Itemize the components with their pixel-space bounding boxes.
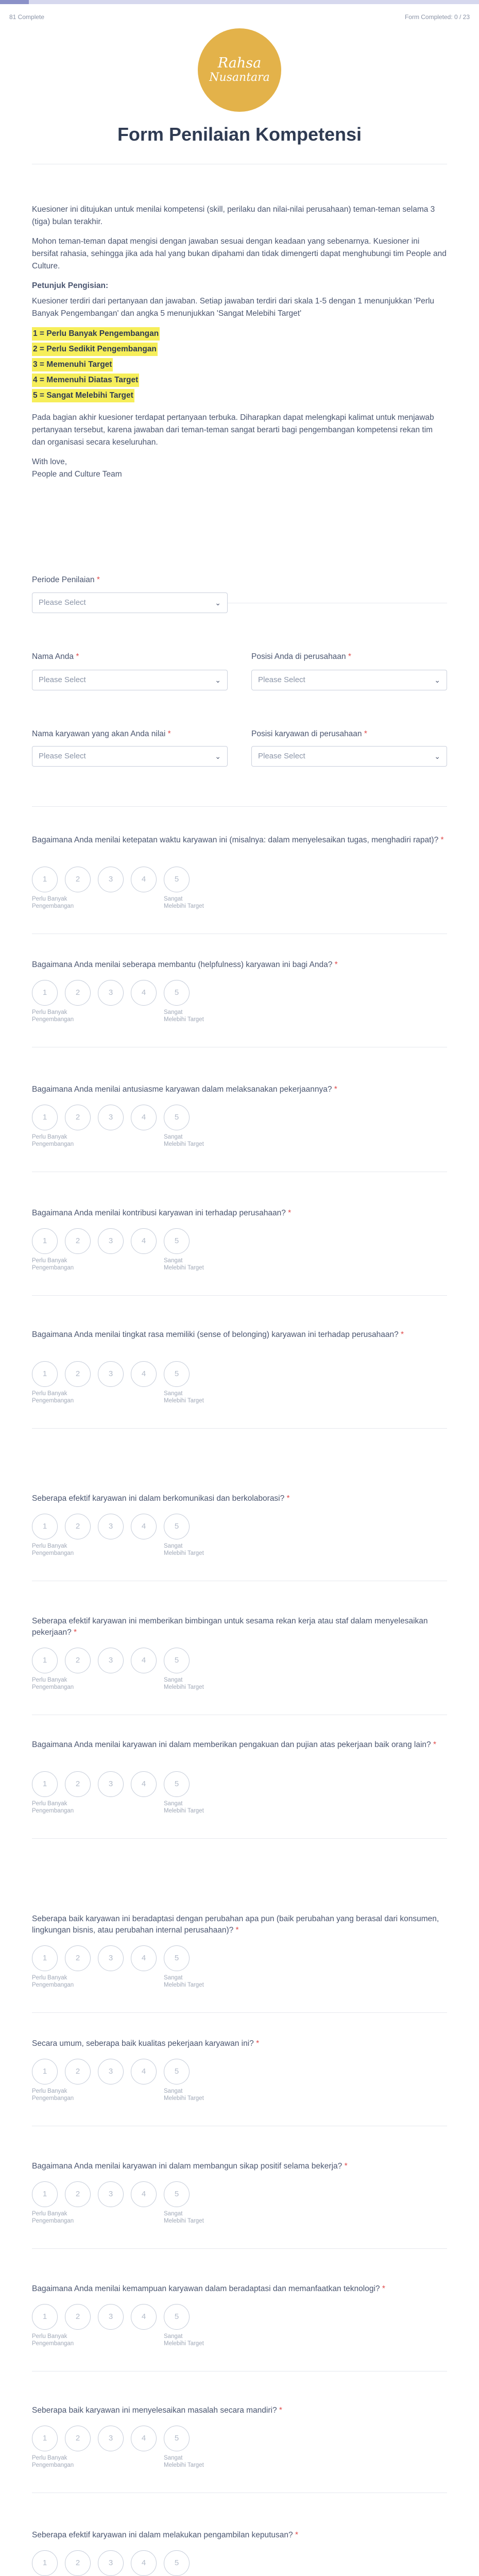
rating-scale	[32, 1228, 228, 1269]
posisi-label: Posisi Anda di perusahaan *	[251, 652, 351, 661]
rating-option-4[interactable]: 4	[131, 2181, 157, 2207]
rating-option-3[interactable]: 3	[98, 1648, 124, 1673]
question-divider	[32, 1428, 447, 1429]
nama-select[interactable]: Please Select ⌄	[32, 670, 228, 690]
rating-option-3[interactable]: 3	[98, 867, 124, 892]
scale-low-label: Perlu Banyak Pengembangan	[32, 2088, 74, 2102]
rating-option-5[interactable]: 5	[164, 2550, 190, 2576]
scale-low-label: Perlu Banyak Pengembangan	[32, 2211, 74, 2224]
intro-closing: Pada bagian akhir kuesioner terdapat pertanyaan terbuka. Diharapkan dapat melengkapi kalimat untuk menjawab pertanyaan tersebut, karena jawaban dari teman-teman sangat berarti bagi pengembangan kompetensi rekan tim dan organisasi secara keseluruhan.	[32, 413, 434, 447]
rating-scale	[32, 1945, 228, 1987]
rating-option-2[interactable]: 2	[65, 1771, 91, 1797]
rating-scale	[32, 1105, 228, 1146]
rating-scale	[32, 2426, 228, 2467]
rating-scale	[32, 2304, 228, 2345]
posisi-karyawan-select[interactable]: Please Select ⌄	[251, 746, 447, 767]
rating-option-2[interactable]: 2	[65, 1648, 91, 1673]
rating-option-2[interactable]: 2	[65, 2181, 91, 2207]
scale-low-label: Perlu Banyak Pengembangan	[32, 1543, 74, 1556]
scale-high-label: Sangat Melebihi Target	[164, 1801, 204, 1814]
progress-bar	[0, 0, 479, 4]
question-text: Bagaimana Anda menilai kemampuan karyawan dalam beradaptasi dan memanfaatkan teknologi? *	[32, 2284, 385, 2293]
rating-option-4[interactable]: 4	[131, 980, 157, 1006]
scale-low-label: Perlu Banyak Pengembangan	[32, 1677, 74, 1690]
question-divider	[32, 2012, 447, 2013]
logo-line-2: Nusantara	[209, 71, 270, 84]
question-text: Seberapa efektif karyawan ini memberikan bimbingan untuk sesama rekan kerja atau staf dalam menyelesaikan pekerjaan? *	[32, 1617, 428, 1637]
chevron-down-icon: ⌄	[434, 676, 440, 684]
legend-item: 1 = Perlu Banyak Pengembangan	[32, 327, 160, 341]
question-text: Seberapa efektif karyawan ini dalam melakukan pengambilan keputusan? *	[32, 2531, 298, 2539]
rating-option-1[interactable]: 1	[32, 1361, 58, 1387]
rating-option-4[interactable]: 4	[131, 2426, 157, 2451]
team-signature: People and Culture Team	[32, 470, 122, 479]
rating-option-2[interactable]: 2	[65, 2426, 91, 2451]
question-text: Bagaimana Anda menilai karyawan ini dalam memberikan pengakuan dan pujian atas pekerjaan baik orang lain? *	[32, 1740, 436, 1749]
question-text: Bagaimana Anda menilai karyawan ini dalam membangun sikap positif selama bekerja? *	[32, 2162, 348, 2171]
rating-scale	[32, 1648, 228, 1689]
rating-option-5[interactable]: 5	[164, 2426, 190, 2451]
question-text: Bagaimana Anda menilai kontribusi karyawan ini terhadap perusahaan? *	[32, 1209, 292, 1217]
scale-low-label: Perlu Banyak Pengembangan	[32, 1258, 74, 1271]
rating-option-3[interactable]: 3	[98, 980, 124, 1006]
rating-option-3[interactable]: 3	[98, 2426, 124, 2451]
rating-option-3[interactable]: 3	[98, 1228, 124, 1254]
rating-option-2[interactable]: 2	[65, 1514, 91, 1539]
scale-low-label: Perlu Banyak Pengembangan	[32, 2333, 74, 2347]
rating-option-1[interactable]: 1	[32, 2181, 58, 2207]
rating-option-4[interactable]: 4	[131, 1105, 157, 1130]
scale-low-label: Perlu Banyak Pengembangan	[32, 896, 74, 909]
scale-legend	[32, 327, 447, 404]
rating-scale	[32, 980, 228, 1021]
rating-scale	[32, 2550, 228, 2576]
scale-low-label: Perlu Banyak Pengembangan	[32, 1134, 74, 1147]
question-text: Bagaimana Anda menilai ketepatan waktu karyawan ini (misalnya: dalam menyelesaikan tugas, menghadiri rapat)? *	[32, 836, 444, 844]
scale-high-label: Sangat Melebihi Target	[164, 1391, 204, 1404]
rating-option-1[interactable]: 1	[32, 2426, 58, 2451]
section-divider	[32, 806, 447, 807]
rating-option-3[interactable]: 3	[98, 2181, 124, 2207]
rating-option-2[interactable]: 2	[65, 867, 91, 892]
legend-item: 3 = Memenuhi Target	[32, 358, 113, 371]
rating-option-4[interactable]: 4	[131, 1228, 157, 1254]
rating-scale	[32, 2181, 228, 2223]
rating-option-1[interactable]: 1	[32, 1514, 58, 1539]
scale-high-label: Sangat Melebihi Target	[164, 2333, 204, 2347]
rating-option-4[interactable]: 4	[131, 1945, 157, 1971]
rating-scale	[32, 867, 228, 908]
scale-low-label: Perlu Banyak Pengembangan	[32, 1975, 74, 1988]
rating-option-5[interactable]: 5	[164, 1105, 190, 1130]
rating-option-1[interactable]: 1	[32, 980, 58, 1006]
rating-option-5[interactable]: 5	[164, 1648, 190, 1673]
periode-select[interactable]: Please Select ⌄	[32, 592, 228, 613]
legend-item: 4 = Memenuhi Diatas Target	[32, 374, 139, 387]
rating-option-4[interactable]: 4	[131, 2550, 157, 2576]
scale-low-label: Perlu Banyak Pengembangan	[32, 1009, 74, 1023]
rating-option-5[interactable]: 5	[164, 1361, 190, 1387]
rating-option-2[interactable]: 2	[65, 2304, 91, 2330]
rating-option-4[interactable]: 4	[131, 2059, 157, 2084]
rating-option-4[interactable]: 4	[131, 2304, 157, 2330]
rating-option-5[interactable]: 5	[164, 2181, 190, 2207]
question-divider	[32, 2248, 447, 2249]
scale-high-label: Sangat Melebihi Target	[164, 1677, 204, 1690]
scale-high-label: Sangat Melebihi Target	[164, 1258, 204, 1271]
legend-item: 2 = Perlu Sedikit Pengembangan	[32, 343, 158, 356]
question-text: Bagaimana Anda menilai seberapa membantu (helpfulness) karyawan ini bagi Anda? *	[32, 960, 338, 969]
rating-option-4[interactable]: 4	[131, 1648, 157, 1673]
scale-high-label: Sangat Melebihi Target	[164, 2211, 204, 2224]
nama-karyawan-label: Nama karyawan yang akan Anda nilai *	[32, 730, 171, 738]
question-text: Seberapa efektif karyawan ini dalam berkomunikasi dan berkolaborasi? *	[32, 1494, 290, 1503]
logo-line-1: Rahsa	[217, 55, 262, 71]
rating-option-3[interactable]: 3	[98, 1945, 124, 1971]
question-text: Bagaimana Anda menilai tingkat rasa memiliki (sense of belonging) karyawan ini terhadap perusahaan? *	[32, 1330, 404, 1339]
rating-option-2[interactable]: 2	[65, 2059, 91, 2084]
question-text: Bagaimana Anda menilai antusiasme karyawan dalam melaksanakan pekerjaannya? *	[32, 1085, 337, 1094]
rating-option-1[interactable]: 1	[32, 1771, 58, 1797]
scale-high-label: Sangat Melebihi Target	[164, 1134, 204, 1147]
rating-option-3[interactable]: 3	[98, 1514, 124, 1539]
rating-option-2[interactable]: 2	[65, 2550, 91, 2576]
rating-scale	[32, 2059, 228, 2100]
rating-option-5[interactable]: 5	[164, 2304, 190, 2330]
posisi-select[interactable]: Please Select ⌄	[251, 670, 447, 690]
question-text: Secara umum, seberapa baik kualitas pekerjaan karyawan ini? *	[32, 2039, 260, 2048]
petunjuk-text: Kuesioner terdiri dari pertanyaan dan jawaban. Setiap jawaban terdiri dari skala 1-5 dengan 1 menunjukkan 'Perlu Banyak Pengembangan' dan angka 5 menunjukkan 'Sangat Melebihi Target'	[32, 297, 435, 318]
scale-low-label: Perlu Banyak Pengembangan	[32, 2455, 74, 2468]
rating-option-3[interactable]: 3	[98, 2059, 124, 2084]
rating-option-4[interactable]: 4	[131, 1361, 157, 1387]
rating-option-3[interactable]: 3	[98, 2304, 124, 2330]
progress-counter: Form Completed: 0 / 23	[404, 13, 470, 21]
scale-high-label: Sangat Melebihi Target	[164, 1009, 204, 1023]
scale-low-label: Perlu Banyak Pengembangan	[32, 1391, 74, 1404]
rating-option-2[interactable]: 2	[65, 1105, 91, 1130]
rating-option-1[interactable]: 1	[32, 1648, 58, 1673]
header-left-text: 81 Complete	[9, 13, 45, 21]
rating-scale	[32, 1361, 228, 1402]
question-text: Seberapa baik karyawan ini menyelesaikan masalah secara mandiri? *	[32, 2406, 282, 2415]
rating-option-1[interactable]: 1	[32, 1105, 58, 1130]
rating-option-5[interactable]: 5	[164, 1771, 190, 1797]
rating-option-2[interactable]: 2	[65, 1228, 91, 1254]
rating-option-2[interactable]: 2	[65, 980, 91, 1006]
rating-option-4[interactable]: 4	[131, 1514, 157, 1539]
rating-option-5[interactable]: 5	[164, 1514, 190, 1539]
scale-low-label: Perlu Banyak Pengembangan	[32, 1801, 74, 1814]
rating-option-3[interactable]: 3	[98, 2550, 124, 2576]
scale-high-label: Sangat Melebihi Target	[164, 1543, 204, 1556]
chevron-down-icon: ⌄	[215, 676, 221, 684]
rating-option-5[interactable]: 5	[164, 867, 190, 892]
petunjuk-title: Petunjuk Pengisian:	[32, 281, 109, 290]
scale-high-label: Sangat Melebihi Target	[164, 1975, 204, 1988]
rating-option-2[interactable]: 2	[65, 1945, 91, 1971]
nama-label: Nama Anda *	[32, 652, 79, 661]
periode-label: Periode Penilaian *	[32, 575, 100, 584]
rating-option-3[interactable]: 3	[98, 1771, 124, 1797]
rating-option-3[interactable]: 3	[98, 1105, 124, 1130]
rating-option-1[interactable]: 1	[32, 1228, 58, 1254]
question-divider	[32, 1838, 447, 1839]
rating-scale	[32, 1514, 228, 1555]
question-text: Seberapa baik karyawan ini beradaptasi dengan perubahan apa pun (baik perubahan yang berasal dari konsumen, lingkungan bisnis, atau perubahan internal perusahaan)? *	[32, 1914, 439, 1935]
rating-option-1[interactable]: 1	[32, 2059, 58, 2084]
rating-option-1[interactable]: 1	[32, 1945, 58, 1971]
legend-item: 5 = Sangat Melebihi Target	[32, 389, 134, 402]
rating-option-3[interactable]: 3	[98, 1361, 124, 1387]
intro-paragraph-2: Mohon teman-teman dapat mengisi dengan jawaban sesuai dengan keadaan yang sebenarnya. Kuesioner ini bersifat rahasia, sehingga jika ada hal yang bukan dipahami dan tidak dimengerti dapat menghubungi tim People and Culture.	[32, 237, 447, 270]
rating-option-1[interactable]: 1	[32, 867, 58, 892]
with-love: With love,	[32, 457, 67, 466]
intro-paragraph-1: Kuesioner ini ditujukan untuk menilai kompetensi (skill, perilaku dan nilai-nilai perusahaan) teman-teman selama 3 (tiga) bulan terakhir.	[32, 205, 435, 226]
rating-option-5[interactable]: 5	[164, 1228, 190, 1254]
chevron-down-icon: ⌄	[215, 599, 221, 607]
rating-option-5[interactable]: 5	[164, 1945, 190, 1971]
page-title: Form Penilaian Kompetensi	[117, 124, 362, 145]
rating-scale	[32, 1771, 228, 1812]
rating-option-2[interactable]: 2	[65, 1361, 91, 1387]
scale-high-label: Sangat Melebihi Target	[164, 2455, 204, 2468]
rating-option-1[interactable]: 1	[32, 2550, 58, 2576]
rating-option-5[interactable]: 5	[164, 980, 190, 1006]
question-divider	[32, 1295, 447, 1296]
rating-option-4[interactable]: 4	[131, 867, 157, 892]
intro-text	[32, 204, 447, 488]
posisi-karyawan-label: Posisi karyawan di perusahaan *	[251, 730, 367, 738]
chevron-down-icon: ⌄	[434, 752, 440, 760]
chevron-down-icon: ⌄	[215, 752, 221, 760]
scale-high-label: Sangat Melebihi Target	[164, 2088, 204, 2102]
progress-fill	[0, 0, 29, 4]
logo	[198, 28, 281, 112]
rating-option-4[interactable]: 4	[131, 1771, 157, 1797]
nama-karyawan-select[interactable]: Please Select ⌄	[32, 746, 228, 767]
scale-high-label: Sangat Melebihi Target	[164, 896, 204, 909]
rating-option-1[interactable]: 1	[32, 2304, 58, 2330]
rating-option-5[interactable]: 5	[164, 2059, 190, 2084]
